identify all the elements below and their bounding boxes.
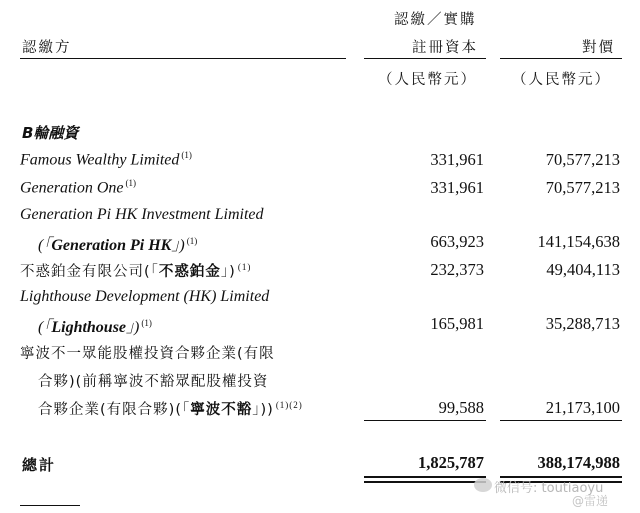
table-row-consideration: 141,154,638 — [537, 232, 620, 251]
total-label: 總計 — [22, 456, 57, 474]
table-row-name-line1: 寧波不一眾能股權投資合夥企業(有限 — [20, 346, 275, 362]
table-row-name: Generation One $^{(1)}$ — [20, 178, 137, 197]
table-row-consideration: 21,173,100 — [545, 398, 620, 417]
subtotal-rule-capital — [364, 420, 486, 421]
table-row-name-line2: 合夥)(前稱寧波不豁眾配股權投資 — [38, 374, 269, 390]
table-row-consideration: 70,577,213 — [545, 150, 620, 169]
table-row-name-line3: 合夥企業(有限合夥)(「寧波不豁」)) $^{(1)(2)}$ — [38, 400, 303, 418]
table-row-name: Famous Wealthy Limited $^{(1)}$ — [20, 150, 192, 169]
total-double-rule-capital-top — [364, 476, 486, 478]
table-row-capital: 331,961 — [430, 150, 484, 169]
table-row-consideration: 70,577,213 — [545, 178, 620, 197]
capital-unit: （人民幣元） — [378, 72, 477, 88]
total-double-rule-capital-bottom — [364, 481, 486, 483]
capital-col-header-line1: 認繳／實購 — [394, 12, 477, 28]
consideration-unit: （人民幣元） — [512, 72, 611, 88]
table-row-capital: 99,588 — [438, 398, 484, 417]
total-capital: 1,825,787 — [418, 453, 484, 472]
table-row-capital: 232,373 — [430, 260, 484, 279]
header-rule-left — [20, 58, 346, 59]
table-row-name-line1: Lighthouse Development (HK) Limited — [20, 288, 270, 305]
header-rule-capital — [364, 58, 486, 59]
table-row-name: 不惑鉑金有限公司(「不惑鉑金」) $^{(1)}$ — [20, 262, 252, 280]
watermark-text: 微信号: toutiaoyu — [494, 481, 604, 496]
table-row-capital: 663,923 — [430, 232, 484, 251]
table-row-name-line1: Generation Pi HK Investment Limited — [20, 206, 264, 223]
capital-col-header-line2: 註冊資本 — [412, 40, 478, 56]
table-row-name-line2: (「Lighthouse」) $^{(1)}$ — [38, 317, 152, 336]
footnote-rule — [20, 505, 80, 506]
table-row-consideration: 49,404,113 — [546, 260, 620, 279]
subtotal-rule-consideration — [500, 420, 622, 421]
table-row-capital: 165,981 — [430, 314, 484, 333]
total-consideration: 388,174,988 — [537, 453, 620, 472]
watermark-text-2: @雷递 — [572, 494, 609, 508]
consideration-col-header: 對價 — [582, 40, 615, 56]
table-row-consideration: 35,288,713 — [545, 314, 620, 333]
table-row-capital: 331,961 — [430, 178, 484, 197]
header-rule-consideration — [500, 58, 622, 59]
section-title: B輪融資 — [22, 124, 79, 142]
wechat-icon — [474, 478, 492, 492]
subscriber-col-header: 認繳方 — [22, 40, 72, 56]
table-row-name-line2: (「Generation Pi HK」) $^{(1)}$ — [38, 235, 198, 254]
